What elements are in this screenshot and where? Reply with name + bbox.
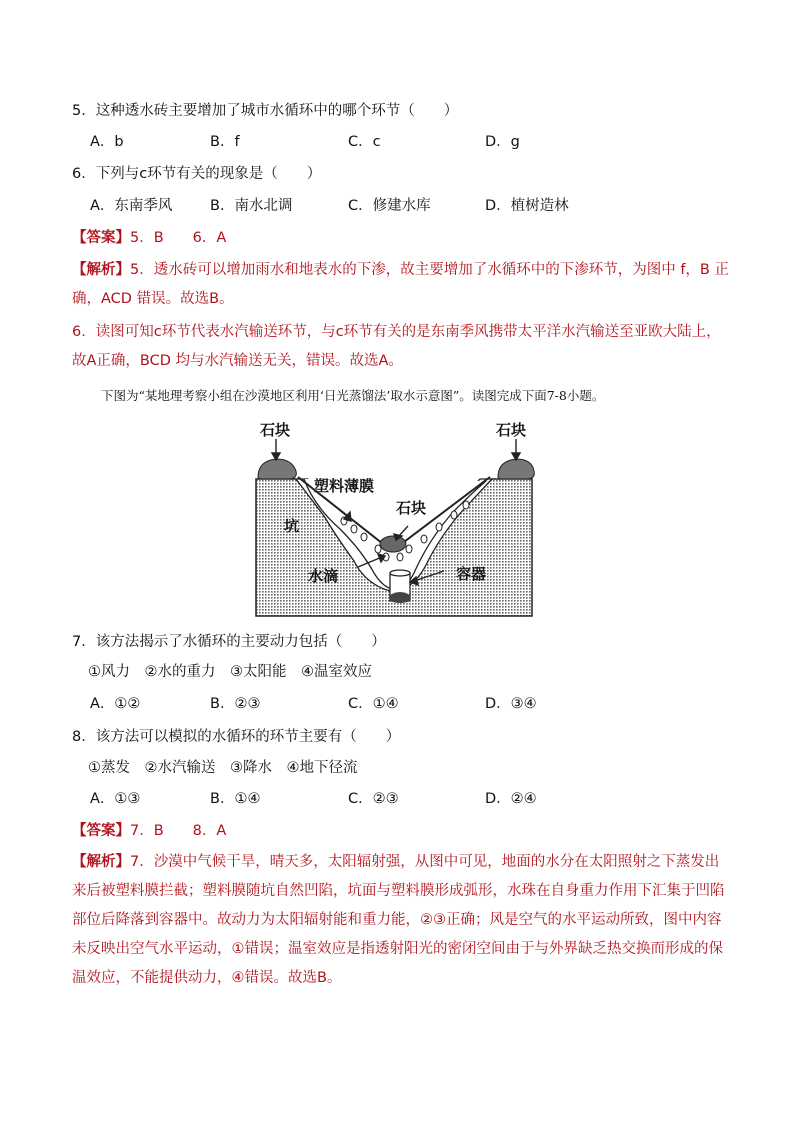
analysis-q7: 7．沙漠中气候干旱，晴天多，太阳辐射强，从图中可见，地面的水分在太阳照射之下蒸发出来后被塑料膜拦截；塑料膜随坑自然凹陷，坑面与塑料膜形成弧形，水珠在自身重力作用下汇集于凹陷部位后降落到容器中。故动力为太阳辐射能和重力能，②③正确；风是空气的水平运动所致，图中内容未反映出空气水平运动，①错误；温室效应是指透射阳光的密闭空间由于与外界缺乏热交换而形成的保温效应，不能提供动力，④错误。故选B。 [72,854,725,986]
right-stone [498,459,534,479]
label-pit: 坑 [284,517,300,535]
analysis-q5: 5．透水砖可以增加雨水和地表水的下渗，故主要增加了水循环中的下渗环节，为图中 f，B 正确，ACD 错误。故选B。 [72,262,729,307]
q5-stem: 5．这种透水砖主要增加了城市水循环中的哪个环节（ ） [72,103,459,119]
analysis-block-1 [72,256,732,314]
q5-option-c: C．c [348,134,381,150]
label-stone-center: 石块 [396,499,427,517]
answer-tag: 【答案】 [72,230,130,246]
q7-option-c: C．①④ [348,696,399,712]
analysis-q6: 6．读图可知c环节代表水汽输送环节，与c环节有关的是东南季风携带太平洋水汽输送至亚欧大陆上，故A正确，BCD 均与水汽输送无关，错误。故选A。 [72,324,721,369]
q7-option-a: A．①② [90,696,141,712]
q7-stem: 7．该方法揭示了水循环的主要动力包括（ ） [72,634,386,650]
label-plastic-film: 塑料薄膜 [314,477,375,495]
q5-option-a: A．b [90,134,124,150]
container [390,570,410,603]
q8-option-c: C．②③ [348,791,399,807]
q6-option-b: B．南水北调 [210,198,293,214]
answer-block-2 [72,821,226,841]
q8-option-d: D．②④ [485,791,537,807]
solar-still-diagram [244,411,544,621]
label-water-drop: 水滴 [308,567,339,585]
analysis-block-2 [72,848,732,993]
q7-option-d: D．③④ [485,696,537,712]
q7-option-b: B．②③ [210,696,261,712]
q5-option-d: D．g [485,134,520,150]
answer-text: 5．B 6．A [130,230,227,246]
center-stone [380,536,406,552]
q8-stem: 8．该方法可以模拟的水循环的环节主要有（ ） [72,729,401,745]
label-stone-left: 石块 [260,421,291,439]
figure-intro: 下图为“某地理考察小组在沙漠地区利用‘日光蒸馏法’取水示意图”。读图完成下面7-8小题。 [101,388,605,403]
q8-option-b: B．①④ [210,791,261,807]
answer-block-1 [72,228,226,248]
label-stone-right: 石块 [496,421,527,439]
answer-text: 7．B 8．A [130,823,227,839]
q6-stem: 6．下列与c环节有关的现象是（ ） [72,166,322,182]
analysis-tag: 【解析】 [72,854,130,870]
answer-tag: 【答案】 [72,823,130,839]
q6-option-a: A．东南季风 [90,198,173,214]
q6-option-c: C．修建水库 [348,198,431,214]
q7-items: ①风力 ②水的重力 ③太阳能 ④温室效应 [88,664,372,680]
q6-option-d: D．植树造林 [485,198,569,214]
q8-items: ①蒸发 ②水汽输送 ③降水 ④地下径流 [88,760,358,776]
q5-option-b: B．f [210,134,240,150]
left-stone [258,459,296,479]
q8-option-a: A．①③ [90,791,141,807]
label-container: 容器 [456,565,487,583]
analysis-tag: 【解析】 [72,262,130,278]
